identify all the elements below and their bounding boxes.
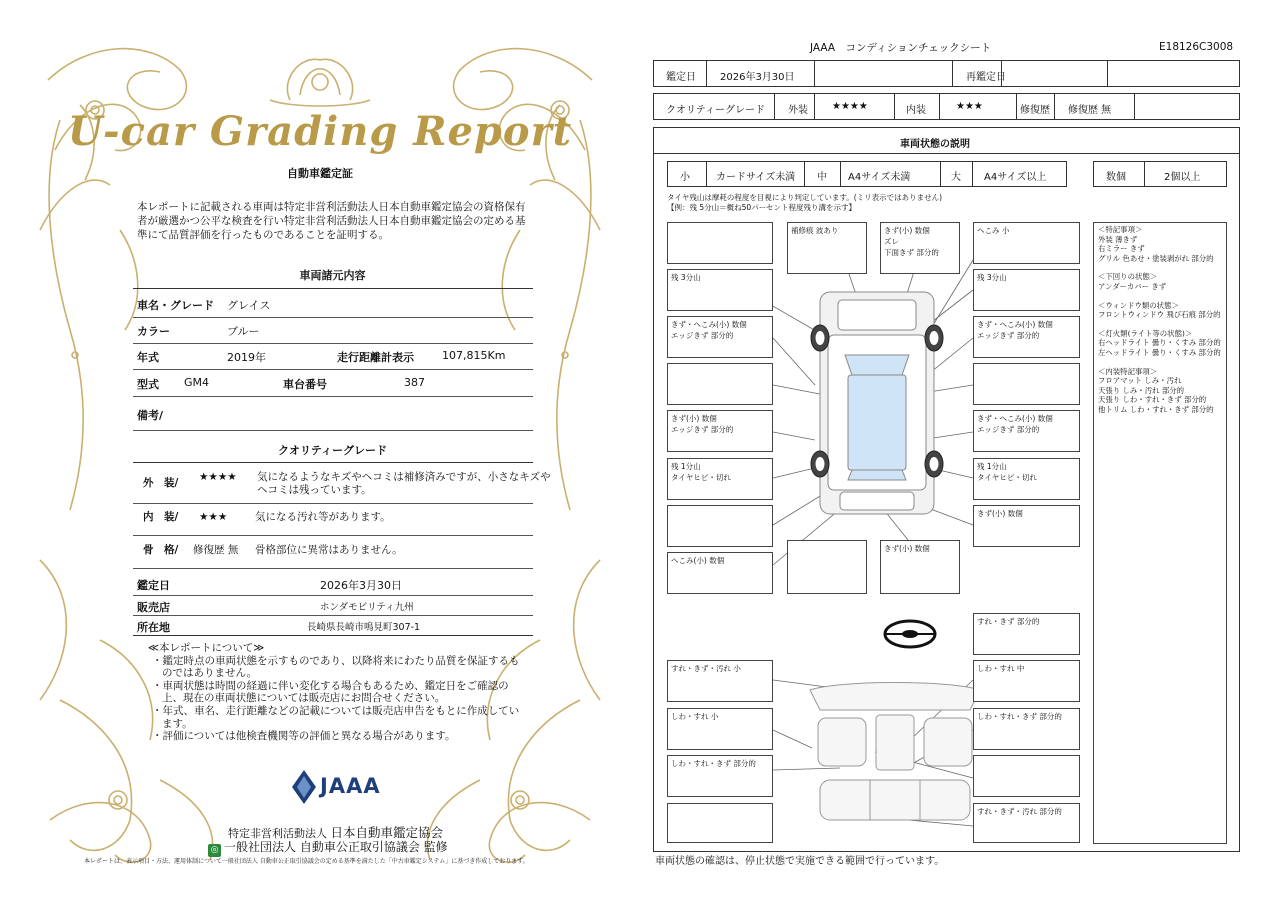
divider xyxy=(133,462,533,463)
note-text: ズレ xyxy=(884,237,899,246)
special-item: 外装 薄きず xyxy=(1098,234,1138,244)
legend-mid: 中 xyxy=(817,172,827,183)
interior-notes-group xyxy=(1098,367,1222,415)
dealer-value: ホンダモビリティ九州 xyxy=(320,602,414,613)
vehicle-color-label: カラー xyxy=(137,325,170,338)
date-label: 鑑定日 xyxy=(666,72,696,83)
divider xyxy=(133,595,533,596)
legend-large-desc: A4サイズ以上 xyxy=(984,172,1047,183)
exterior-grade-note-1: 気になるようなキズやヘコミは補修済みですが、小さなキズや xyxy=(257,471,551,483)
note-box-tire-fr xyxy=(973,269,1080,311)
repair-value: 修復歴 無 xyxy=(1068,105,1112,116)
jaaa-logo xyxy=(292,768,382,808)
remarks-row xyxy=(137,407,533,425)
frame-grade-value: 修復歴 無 xyxy=(193,544,239,556)
exterior-grade-row xyxy=(137,471,551,503)
special-heading: ＜ウィンドウ類の状態＞ xyxy=(1098,300,1179,310)
inspection-date-row xyxy=(137,577,533,595)
model-value: GM4 xyxy=(184,376,210,389)
legend-small-desc: カードサイズ未満 xyxy=(716,172,796,183)
note-box-front-far-right xyxy=(973,222,1080,264)
interior-grade-note: 気になる汚れ等があります。 xyxy=(255,511,391,523)
dealer-label: 販売店 xyxy=(137,601,170,614)
divider xyxy=(133,503,533,504)
note-box-seat-rl xyxy=(667,755,773,797)
vehicle-color-value: ブルー xyxy=(227,325,260,338)
interior-stars: ★★★ xyxy=(956,101,983,112)
exterior-grade-stars: ★★★★ xyxy=(199,471,237,483)
divider xyxy=(133,615,533,616)
mileage-label: 走行距離計表示 xyxy=(337,351,414,364)
note-text: エッジきず 部分的 xyxy=(671,425,734,434)
special-heading: ＜灯火類(ライト等の状態)＞ xyxy=(1098,328,1193,338)
note-text: すれ・きず・汚れ 小 xyxy=(671,664,741,673)
note-box-dash-right xyxy=(973,660,1080,702)
fair-trade-icon: ◎ xyxy=(208,844,221,857)
special-item: 天張り しわ・すれ・きず 部分的 xyxy=(1098,395,1207,405)
special-heading: ＜下回りの状態＞ xyxy=(1098,272,1158,282)
note-text: しわ・すれ 小 xyxy=(671,712,719,721)
interior-grade-label: 内 装/ xyxy=(143,511,179,523)
special-item: 天張り しみ・汚れ 部分的 xyxy=(1098,385,1184,395)
divider xyxy=(133,396,533,397)
org-name-2 xyxy=(208,838,448,857)
mileage-value: 107,815Km xyxy=(442,349,506,362)
legend-small: 小 xyxy=(680,172,690,183)
note-box-door-rr xyxy=(973,410,1080,452)
note-text: エッジきず 部分的 xyxy=(977,425,1040,434)
divider xyxy=(133,288,533,289)
divider xyxy=(133,343,533,344)
note-box-front-mid xyxy=(787,222,867,274)
special-notes-group xyxy=(1098,225,1222,263)
note-text: きず(小) 数個 xyxy=(884,226,930,235)
inspection-date-label: 鑑定日 xyxy=(137,579,170,592)
note-text: しわ・すれ・きず 部分的 xyxy=(671,759,756,768)
note-box-dash-left xyxy=(667,660,773,702)
report-footnote: 本レポートは、表示項目・方法、運用体制について一般社団法人 自動車公正取引協議会の定める基準を満たした「中古車鑑定システム」に基づき作成しております。 xyxy=(84,858,529,865)
special-item: アンダーカバー きず xyxy=(1098,281,1167,291)
note-box-tire-fl xyxy=(667,269,773,311)
notes-item: ・鑑定時点の車両状態を示すものであり、以降将来にわたり品質を保証するものではありません。 xyxy=(152,654,520,680)
note-box-seat-fl xyxy=(667,708,773,750)
window-notes-group xyxy=(1098,301,1222,320)
sheet-bottom-note: 車両状態の確認は、停止状態で実施できる範囲で行っています。 xyxy=(655,856,945,867)
note-box-empty xyxy=(973,363,1080,405)
frame-grade-note: 骨格部位に異常はありません。 xyxy=(255,544,403,556)
tire-note-1: タイヤ残山は摩耗の程度を目視により判定しています。(ミリ表示ではありません) xyxy=(667,193,943,202)
report-intro: 本レポートに記載される車両は特定非営利活動法人日本自動車鑑定協会の資格保有者が厳選かつ公平な検査を行い特定非営利活動法人日本自動車鑑定協会の定める基準にて品質評価を行ったものであることを証明する。 xyxy=(137,201,526,241)
date-value: 2026年3月30日 xyxy=(720,72,795,83)
note-box-empty xyxy=(667,222,773,264)
light-notes-group xyxy=(1098,329,1222,358)
note-text: すれ・きず 部分的 xyxy=(977,617,1040,626)
divider xyxy=(133,369,533,370)
note-box-rear-bumper xyxy=(880,540,960,594)
vehicle-name-value: グレイス xyxy=(227,299,271,312)
note-text: エッジきず 部分的 xyxy=(671,331,734,340)
legend-count-label: 数個 xyxy=(1106,172,1126,183)
remarks-label: 備考/ xyxy=(137,409,164,422)
chassis-label: 車台番号 xyxy=(283,378,327,391)
special-item: 他トリム しわ・すれ・きず 部分的 xyxy=(1098,404,1214,414)
note-box-empty xyxy=(667,363,773,405)
note-text: 下面きず 部分的 xyxy=(884,248,939,257)
special-item: 左ヘッドライト 曇り・くすみ 部分的 xyxy=(1098,347,1221,357)
sheet-title: JAAA コンディションチェックシート xyxy=(810,42,992,54)
location-value: 長崎県長崎市鳴見町307-1 xyxy=(307,622,421,633)
note-box-door-rl xyxy=(667,410,773,452)
vehicle-section-title: 車両諸元内容 xyxy=(299,269,366,282)
jaaa-logo-text: JAAA xyxy=(320,774,381,798)
note-box-tire-rl xyxy=(667,458,773,500)
exterior-stars: ★★★★ xyxy=(832,101,868,112)
sheet-id: E18126C3008 xyxy=(1159,41,1234,53)
special-item: 右ヘッドライト 曇り・くすみ 部分的 xyxy=(1098,338,1221,348)
note-text: すれ・きず・汚れ 部分的 xyxy=(977,807,1062,816)
notes-item: ・年式、車名、走行距離などの記載については販売店申告をもとに作成しています。 xyxy=(152,704,520,730)
divider xyxy=(133,430,533,431)
special-item: 右ミラー きず xyxy=(1098,244,1145,254)
exterior-label: 外装 xyxy=(788,105,808,116)
note-box-empty xyxy=(787,540,867,594)
exterior-grade-label: 外 装/ xyxy=(143,477,179,489)
org-supervisor: 一般社団法人 自動車公正取引協議会 監修 xyxy=(224,840,448,854)
report-subtitle: 自動車鑑定証 xyxy=(287,167,353,180)
note-text: しわ・すれ・きず 部分的 xyxy=(977,712,1062,721)
note-text: 残 1分山 xyxy=(671,462,701,471)
note-box-rear-interior xyxy=(973,803,1080,843)
note-text: しわ・すれ 中 xyxy=(977,664,1025,673)
interior-grade-row xyxy=(137,511,537,527)
note-box-door-fr xyxy=(973,316,1080,358)
note-box-rear-l xyxy=(667,552,773,594)
divider xyxy=(133,535,533,536)
note-text: きず(小) 数個 xyxy=(977,509,1023,518)
divider xyxy=(133,568,533,569)
note-box-empty xyxy=(667,505,773,547)
model-label: 型式 xyxy=(137,378,159,391)
note-text: タイヤヒビ・切れ xyxy=(977,473,1037,482)
report-title: U-car Grading Report xyxy=(67,108,573,155)
legend-count-desc: 2個以上 xyxy=(1164,172,1201,183)
note-text: タイヤヒビ・切れ xyxy=(671,473,731,482)
vehicle-year-label: 年式 xyxy=(137,351,159,364)
quality-label: クオリティーグレード xyxy=(666,105,765,116)
vehicle-model-row xyxy=(137,376,533,394)
frame-grade-label: 骨 格/ xyxy=(143,544,179,556)
vehicle-year-value: 2019年 xyxy=(227,351,266,364)
note-text: 残 1分山 xyxy=(977,462,1007,471)
org-type: 特定非営利活動法人 xyxy=(228,827,331,840)
vehicle-year-row xyxy=(137,349,533,367)
special-item: フロントウィンドウ 飛び石痕 部分的 xyxy=(1098,310,1221,320)
note-text: 補修痕 波あり xyxy=(791,226,839,235)
note-text: 残 3分山 xyxy=(977,273,1007,282)
note-box-rear-quarter-r xyxy=(973,505,1080,547)
vehicle-name-label: 車名・グレード xyxy=(137,299,214,312)
note-box-tire-rr xyxy=(973,458,1080,500)
note-text: きず(小) 数個 xyxy=(671,414,717,423)
interior-label: 内装 xyxy=(906,105,926,116)
quality-section-title: クオリティーグレード xyxy=(278,444,387,457)
exterior-grade-note-2: ヘコミは残っています。 xyxy=(257,484,372,496)
condition-title: 車両状態の説明 xyxy=(900,139,970,150)
note-text: きず・へこみ(小) 数個 xyxy=(977,414,1053,423)
special-item: グリル 色あせ・塗装剥がれ 部分的 xyxy=(1098,253,1214,263)
notes-item: ・評価については他検査機関等の評価と異なる場合があります。 xyxy=(152,730,456,743)
special-notes-box xyxy=(1093,222,1227,844)
report-notes xyxy=(148,642,528,743)
note-text: エッジきず 部分的 xyxy=(977,331,1040,340)
note-box-door-fl xyxy=(667,316,773,358)
special-heading: ＜内装特記事項＞ xyxy=(1098,366,1158,376)
legend-mid-desc: A4サイズ未満 xyxy=(848,172,911,183)
divider xyxy=(133,317,533,318)
note-box-seat-fr xyxy=(973,708,1080,750)
underbody-notes-group xyxy=(1098,272,1222,291)
notes-item: ・車両状態は時間の経過に伴い変化する場合もあるため、鑑定日をご確認の上、現在の車両状態については販売店にお問合せください。 xyxy=(152,679,509,705)
interior-grade-stars: ★★★ xyxy=(199,511,228,523)
note-text: きず・へこみ(小) 数個 xyxy=(671,320,747,329)
repair-label: 修復歴 xyxy=(1020,105,1050,116)
inspection-date-value: 2026年3月30日 xyxy=(320,579,402,592)
note-box-empty xyxy=(667,803,773,843)
note-box-front-right xyxy=(880,222,960,274)
vehicle-color-row xyxy=(137,323,533,341)
re-date-label: 再鑑定日 xyxy=(966,72,1006,83)
steering-wheel-icon xyxy=(885,621,935,647)
frame-grade-row xyxy=(137,544,537,560)
chassis-value: 387 xyxy=(404,376,425,389)
location-label: 所在地 xyxy=(137,621,170,634)
divider xyxy=(133,635,533,636)
special-heading: ＜特記事項＞ xyxy=(1098,225,1143,234)
note-text: 残 3分山 xyxy=(671,273,701,282)
condition-check-sheet xyxy=(640,0,1280,905)
notes-title: ≪本レポートについて≫ xyxy=(148,642,265,654)
org-name: 日本自動車鑑定協会 xyxy=(330,825,444,840)
note-text: きず・へこみ(小) 数個 xyxy=(977,320,1053,329)
legend-large: 大 xyxy=(951,172,961,183)
jaaa-logo-icon xyxy=(292,770,316,804)
note-text: へこみ 小 xyxy=(977,226,1010,235)
note-text: へこみ(小) 数個 xyxy=(671,556,725,565)
special-item: フロアマット しみ・汚れ xyxy=(1098,376,1182,386)
note-box-steering xyxy=(973,613,1080,655)
note-text: きず(小) 数個 xyxy=(884,544,930,553)
vehicle-name-row xyxy=(137,297,533,315)
tire-note-2: 【例：残 5分山＝概ね50パーセント程度残り溝を示す】 xyxy=(667,203,857,212)
note-box-empty xyxy=(973,755,1080,797)
